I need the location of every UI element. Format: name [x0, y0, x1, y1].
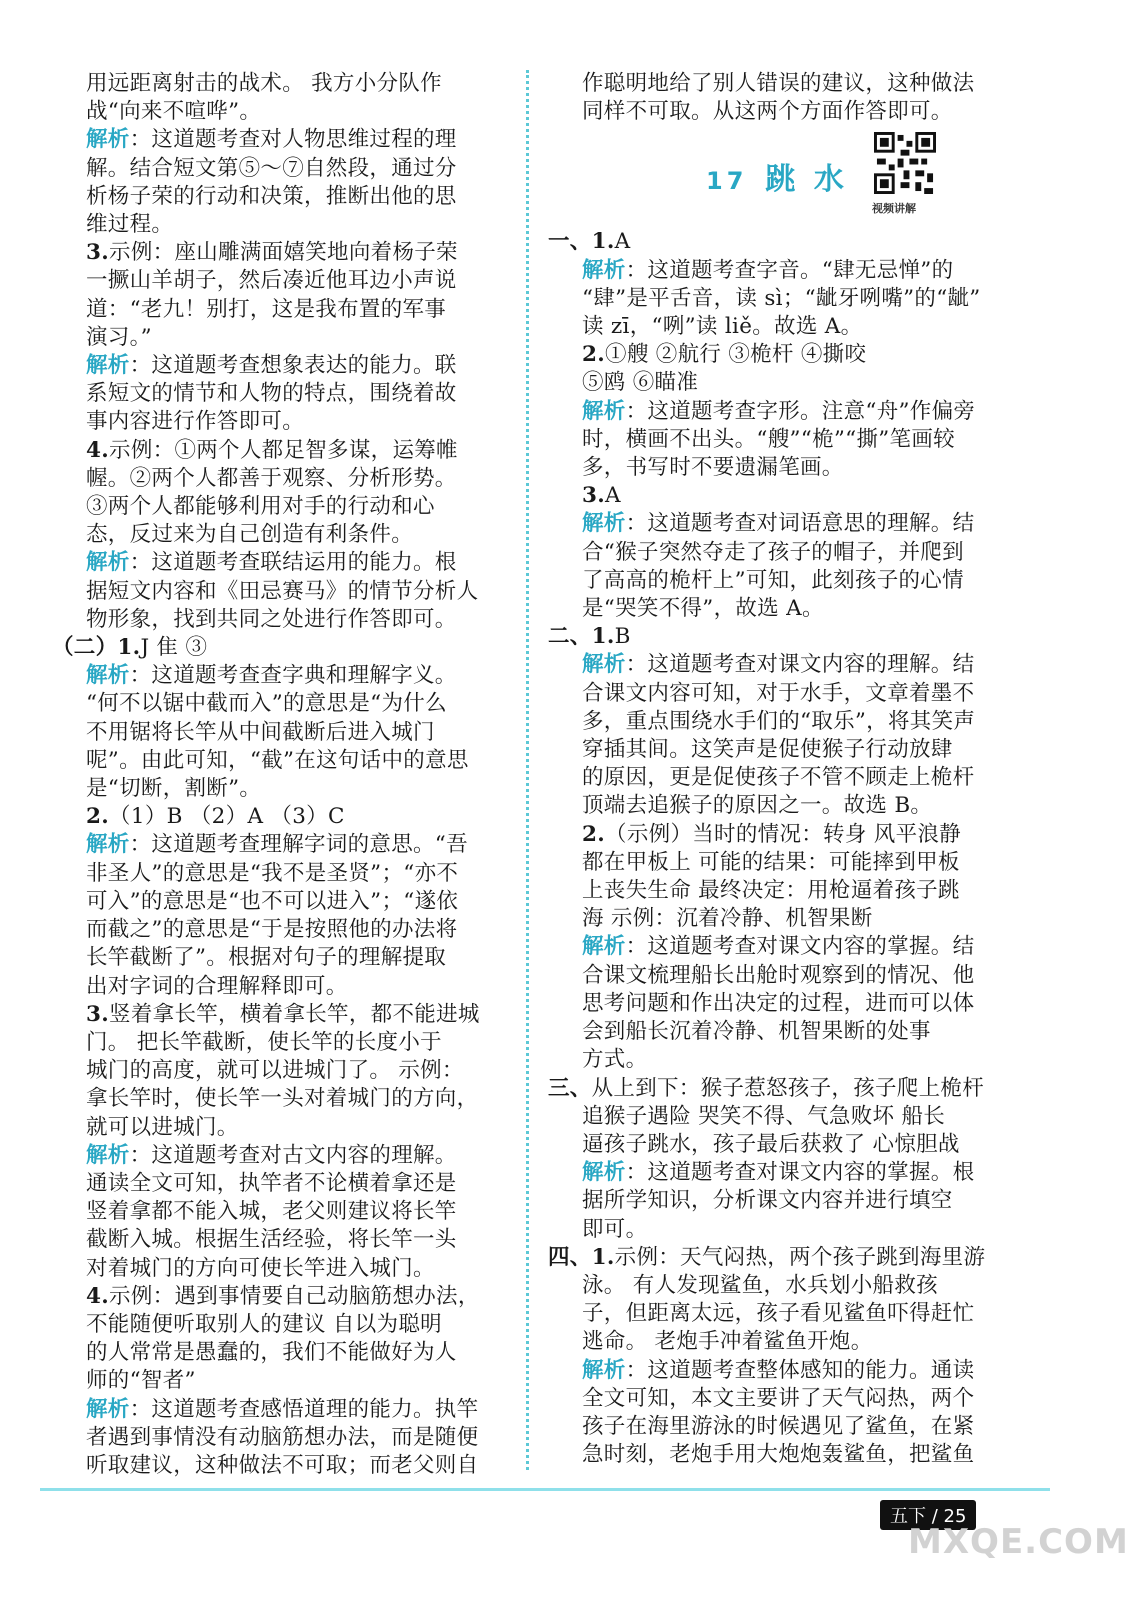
answer-item [86, 437, 510, 465]
text-line [86, 155, 510, 183]
analysis-tag: 解析 [582, 511, 626, 537]
text-line [582, 680, 1006, 708]
text-line [86, 465, 510, 493]
line-text: 从上到下：猴子惹怒孩子，孩子爬上桅杆 [591, 1075, 985, 1101]
text-line [582, 1385, 1006, 1413]
line-text: 都在甲板上 可能的结果：可能摔到甲板 [582, 849, 960, 875]
text-line [86, 578, 510, 606]
line-text: 示例：①两个人都足智多谋，运筹帷 [109, 437, 458, 463]
item-number: 1. [591, 1244, 615, 1270]
line-text: “肆”是平舌音，读 sì；“龇牙咧嘴”的“龇” [582, 285, 981, 311]
text-line [582, 1328, 1006, 1356]
answer-item [86, 1001, 510, 1029]
line-text: 同样不可取。从这两个方面作答即可。 [582, 99, 953, 125]
item-number: 4. [86, 437, 110, 463]
section-marker: 四、 [548, 1244, 592, 1270]
answer-item [548, 623, 1006, 651]
answer-item [582, 482, 1006, 510]
item-number: 2. [582, 342, 606, 368]
line-text: 逃命。 老炮手冲着鲨鱼开炮。 [582, 1329, 873, 1355]
qr-caption: 视频讲解 [872, 202, 916, 216]
analysis-tag: 解析 [86, 1396, 130, 1422]
analysis-tag: 解析 [86, 1142, 130, 1168]
line-text: 合课文梳理船长出舱时观察到的情况、他 [582, 962, 975, 988]
line-text: 门。 把长竿截断，使长竿的长度小于 [86, 1029, 442, 1055]
line-text: 就可以进城门。 [86, 1114, 239, 1140]
line-text: A [605, 483, 621, 509]
line-text: 思考问题和作出决定的过程，进而可以体 [582, 990, 975, 1016]
line-text: 不用锯将长竿从中间截断后进入城门 [86, 719, 435, 745]
line-text: 用远距离射击的战术。 我方小分队作 [86, 71, 442, 96]
line-text: 事内容进行作答即可。 [86, 409, 305, 435]
text-line [86, 1424, 510, 1452]
text-line [582, 454, 1006, 482]
line-text: 了高高的桅杆上”可知，此刻孩子的心情 [582, 567, 964, 593]
text-line [582, 708, 1006, 736]
line-text: 通读全文可知，执竿者不论横着拿还是 [86, 1170, 457, 1196]
line-text: 据短文内容和《田忌赛马》的情节分析人 [86, 578, 479, 604]
line-text: 多，书写时不要遗漏笔画。 [582, 455, 844, 481]
item-number: 1. [591, 229, 615, 255]
text-line [86, 1452, 510, 1480]
line-text: 而截之”的意思是“于是按照他的办法将 [86, 917, 458, 943]
analysis-tag: 解析 [86, 353, 130, 379]
line-text: 合课文内容可知，对于水手，文章着墨不 [582, 680, 975, 706]
line-text: 系短文的情节和人物的特点，围绕着故 [86, 381, 457, 407]
text-line [86, 211, 510, 239]
left-column [52, 70, 510, 1480]
text-line [582, 1272, 1006, 1300]
item-number: 1. [117, 635, 141, 661]
text-line [86, 860, 510, 888]
line-text: 逼孩子跳水，孩子最后获救了 心惊胆战 [582, 1131, 960, 1157]
analysis-line [582, 651, 1006, 679]
line-text: J 隹 ③ [140, 635, 208, 661]
line-text: 孩子在海里游泳的时候遇见了鲨鱼，在紧 [582, 1413, 975, 1439]
line-text: ：这道题考查感悟道理的能力。执竿 [129, 1396, 479, 1422]
line-text: 据所学知识，分析课文内容并进行填空 [582, 1188, 953, 1214]
text-line [86, 183, 510, 211]
line-text: 城门的高度，就可以进城门了。 示例： [86, 1058, 464, 1084]
line-text: “何不以锯中截而入”的意思是“为什么 [86, 691, 447, 717]
line-text: 态，反过来为自己创造有利条件。 [86, 522, 414, 548]
analysis-tag: 解析 [582, 652, 626, 678]
analysis-line [582, 398, 1006, 426]
line-text: 穿插其间。这笑声是促使猴子行动放肆 [582, 737, 953, 763]
lesson-name: 跳 水 [765, 162, 848, 198]
text-line [86, 747, 510, 775]
item-number: 1. [591, 624, 615, 650]
text-line [582, 764, 1006, 792]
line-text: 师的“智者” [86, 1368, 196, 1394]
text-line [582, 313, 1006, 341]
line-text: 演习。” [86, 324, 152, 350]
line-text: 的原因，更是促使孩子不管不顾走上桅杆 [582, 765, 975, 791]
analysis-line [86, 1142, 510, 1170]
text-line [582, 1413, 1006, 1441]
lesson-title [706, 154, 848, 198]
line-text: 道：“老九！别打，这是我布置的军事 [86, 296, 447, 322]
column-divider [526, 70, 529, 1470]
analysis-line [582, 257, 1006, 285]
line-text: 读 zī，“咧”读 liě。故选 A。 [582, 314, 863, 340]
text-line [582, 539, 1006, 567]
line-text: ：这道题考查对课文内容的理解。结 [625, 652, 975, 678]
line-text: ：这道题考查字形。注意“舟”作偏旁 [625, 398, 976, 424]
text-line [86, 296, 510, 324]
line-text: ：这道题考查理解字词的意思。“吾 [129, 832, 468, 858]
text-line [86, 719, 510, 747]
analysis-tag: 解析 [582, 257, 626, 283]
line-text: 拿长竿时，使长竿一头对着城门的方向， [86, 1086, 479, 1112]
text-line [86, 1085, 510, 1113]
line-text: ：这道题考查对人物思维过程的理 [129, 127, 457, 153]
text-line [86, 1255, 510, 1283]
line-text: 追猴子遇险 哭笑不得、气急败坏 船长 [582, 1103, 946, 1129]
text-line [582, 990, 1006, 1018]
line-text: 非圣人”的意思是“我不是圣贤”；“亦不 [86, 860, 459, 886]
line-text: 长竿截断了”。根据对句子的理解提取 [86, 945, 447, 971]
analysis-tag: 解析 [582, 398, 626, 424]
text-line [582, 1187, 1006, 1215]
text-line [86, 1367, 510, 1395]
item-number: 4. [86, 1283, 110, 1309]
page-number: 五下 / 25 [880, 1500, 976, 1530]
text-line [86, 1057, 510, 1085]
line-text: 是“哭笑不得”，故选 A。 [582, 596, 824, 622]
analysis-line [86, 831, 510, 859]
analysis-line [86, 126, 510, 154]
text-line [86, 521, 510, 549]
line-text: 顶端去追猴子的原因之一。故选 B。 [582, 793, 933, 819]
right-column [548, 70, 1006, 1469]
analysis-line [582, 1159, 1006, 1187]
line-text: 多，重点围绕水手们的“取乐”，将其笑声 [582, 708, 976, 734]
text-line [582, 1046, 1006, 1074]
answer-item [86, 1283, 510, 1311]
analysis-line [86, 1396, 510, 1424]
line-text: 不能随便听取别人的建议 自以为聪明 [86, 1311, 442, 1337]
line-text: （示例）当时的情况：转身 风平浪静 [605, 821, 961, 847]
text-line [582, 1216, 1006, 1244]
line-text: 的人常常是愚蠢的，我们不能做好为人 [86, 1340, 457, 1366]
line-text: ：这道题考查对课文内容的掌握。结 [625, 934, 975, 960]
line-text: 海 示例：沉着冷静、机智果断 [582, 906, 873, 932]
text-line [86, 98, 510, 126]
answer-item [548, 228, 1006, 256]
item-number: 2. [582, 821, 606, 847]
item-number: 2. [86, 804, 110, 830]
line-text: 呢”。由此可知，“截”在这句话中的意思 [86, 747, 469, 773]
line-text: 听取建议，这种做法不可取；而老父则自 [86, 1452, 479, 1478]
text-line [582, 962, 1006, 990]
text-line [582, 567, 1006, 595]
answer-item [548, 1244, 1006, 1272]
text-line [86, 1226, 510, 1254]
analysis-tag: 解析 [86, 832, 130, 858]
line-text: 者遇到事情没有动脑筋想办法，而是随便 [86, 1424, 479, 1450]
line-text: 解。结合短文第⑤～⑦自然段，通过分 [86, 155, 457, 181]
text-line [582, 1131, 1006, 1159]
text-line [86, 267, 510, 295]
line-text: 子，但距离太远，孩子看见鲨鱼吓得赶忙 [582, 1301, 975, 1327]
text-line [86, 916, 510, 944]
analysis-tag: 解析 [86, 127, 130, 153]
line-text: ⑤鸥 ⑥瞄准 [582, 370, 699, 396]
section-marker: 二、 [548, 624, 592, 650]
text-line [86, 973, 510, 1001]
text-line [86, 1198, 510, 1226]
text-line [86, 1029, 510, 1057]
text-line [582, 792, 1006, 820]
line-text: 幄。②两个人都善于观察、分析形势。 [86, 465, 457, 491]
lesson-answers [548, 228, 1006, 1469]
item-number: 3. [582, 483, 606, 509]
text-line [86, 1170, 510, 1198]
line-text: 竖着拿都不能入城，老父则建议将长竿 [86, 1199, 457, 1225]
text-line [86, 1114, 510, 1142]
section-marker: （二） [52, 635, 118, 661]
line-text: 出对字词的合理解释即可。 [86, 973, 348, 999]
line-text: 会到船长沉着冷静、机智果断的处事 [582, 1019, 931, 1045]
analysis-line [582, 1357, 1006, 1385]
line-text: 即可。 [582, 1216, 648, 1242]
line-text: ：这道题考查查字典和理解字义。 [129, 663, 457, 689]
text-line [86, 775, 510, 803]
answer-item [582, 341, 1006, 369]
lesson-header [582, 128, 1006, 228]
text-line [582, 369, 1006, 397]
text-line [582, 849, 1006, 877]
line-text: 上丧失生命 最终决定：用枪逼着孩子跳 [582, 878, 960, 904]
analysis-tag: 解析 [582, 1160, 626, 1186]
analysis-tag: 解析 [582, 934, 626, 960]
lesson-number: 17 [706, 167, 748, 196]
line-text: 示例：遇到事情要自己动脑筋想办法， [109, 1283, 480, 1309]
text-line [86, 944, 510, 972]
line-text: ：这道题考查对古文内容的理解。 [129, 1142, 457, 1168]
right-column-continuation [582, 70, 1006, 126]
answer-item [52, 634, 510, 662]
text-line [582, 595, 1006, 623]
answer-item [582, 821, 1006, 849]
line-text: 示例：天气闷热，两个孩子跳到海里游 [614, 1244, 986, 1270]
text-line [86, 606, 510, 634]
text-line [582, 1018, 1006, 1046]
line-text: 时，横画不出头。“艘”“桅”“撕”笔画较 [582, 426, 955, 452]
line-text: ：这道题考查对课文内容的掌握。根 [625, 1160, 975, 1186]
text-line [86, 888, 510, 916]
line-text: ①艘 ②航行 ③桅杆 ④撕咬 [605, 342, 867, 368]
section-marker: 三、 [548, 1075, 592, 1101]
analysis-line [582, 933, 1006, 961]
analysis-tag: 解析 [86, 550, 130, 576]
qr-code-icon[interactable] [874, 132, 936, 194]
line-text: ：这道题考查整体感知的能力。通读 [625, 1357, 975, 1383]
line-text: 方式。 [582, 1047, 648, 1073]
line-text: 截断入城。根据生活经验，将长竿一头 [86, 1227, 457, 1253]
line-text: A [614, 229, 631, 255]
line-text: ：这道题考查想象表达的能力。联 [129, 353, 457, 379]
line-text: 维过程。 [86, 212, 174, 238]
line-text: 是“切断，割断”。 [86, 776, 262, 802]
text-line [582, 877, 1006, 905]
analysis-tag: 解析 [582, 1357, 626, 1383]
line-text: 战“向来不喧哗”。 [86, 99, 262, 125]
text-line [86, 1339, 510, 1367]
text-line [86, 408, 510, 436]
line-text: 竖着拿长竿，横着拿长竿，都不能进城 [109, 1001, 480, 1027]
line-text: 一撅山羊胡子，然后凑近他耳边小声说 [86, 268, 457, 294]
text-line [582, 905, 1006, 933]
answer-item [548, 1075, 1006, 1103]
text-line [582, 736, 1006, 764]
analysis-line [582, 510, 1006, 538]
analysis-line [86, 352, 510, 380]
line-text: ③两个人都能够利用对手的行动和心 [86, 494, 435, 520]
line-text: ：这道题考查字音。“肆无忌惮”的 [625, 257, 954, 283]
answer-item [86, 239, 510, 267]
line-text: 可入”的意思是“也不可以进入”；“遂依 [86, 888, 459, 914]
line-text: 物形象，找到共同之处进行作答即可。 [86, 606, 457, 632]
line-text: B [614, 624, 631, 650]
answer-item [86, 803, 510, 831]
line-text: 泳。 有人发现鲨鱼，水兵划小船救孩 [582, 1272, 938, 1298]
line-text: （1）B （2）A （3）C [109, 804, 345, 830]
item-number: 3. [86, 240, 110, 266]
section-marker: 一、 [548, 229, 592, 255]
line-text: 析杨子荣的行动和决策，推断出他的思 [86, 183, 457, 209]
text-line [582, 1300, 1006, 1328]
text-line [86, 324, 510, 352]
line-text: 合“猴子突然夺走了孩子的帽子，并爬到 [582, 539, 964, 565]
text-line [582, 285, 1006, 313]
analysis-line [86, 662, 510, 690]
watermark-text: MXQE.COM [908, 1522, 1129, 1562]
analysis-line [86, 549, 510, 577]
line-text: 急时刻，老炮手用大炮炮轰鲨鱼，把鲨鱼 [582, 1442, 975, 1468]
text-line [86, 1311, 510, 1339]
line-text: ：这道题考查对词语意思的理解。结 [625, 511, 975, 537]
text-line [582, 1103, 1006, 1131]
text-line [86, 380, 510, 408]
analysis-tag: 解析 [86, 663, 130, 689]
line-text: ：这道题考查联结运用的能力。根 [129, 550, 457, 576]
line-text: 对着城门的方向可使长竿进入城门。 [86, 1255, 435, 1281]
text-line [582, 70, 1006, 98]
text-line [86, 493, 510, 521]
line-text: 作聪明地给了别人错误的建议，这种做法 [582, 71, 975, 96]
line-text: 示例：座山雕满面嬉笑地向着杨子荣 [109, 240, 458, 266]
footer-rule [40, 1488, 1050, 1491]
line-text: 全文可知，本文主要讲了天气闷热，两个 [582, 1385, 975, 1411]
text-line [582, 98, 1006, 126]
text-line [582, 426, 1006, 454]
text-line [86, 690, 510, 718]
item-number: 3. [86, 1001, 110, 1027]
text-line [86, 70, 510, 98]
